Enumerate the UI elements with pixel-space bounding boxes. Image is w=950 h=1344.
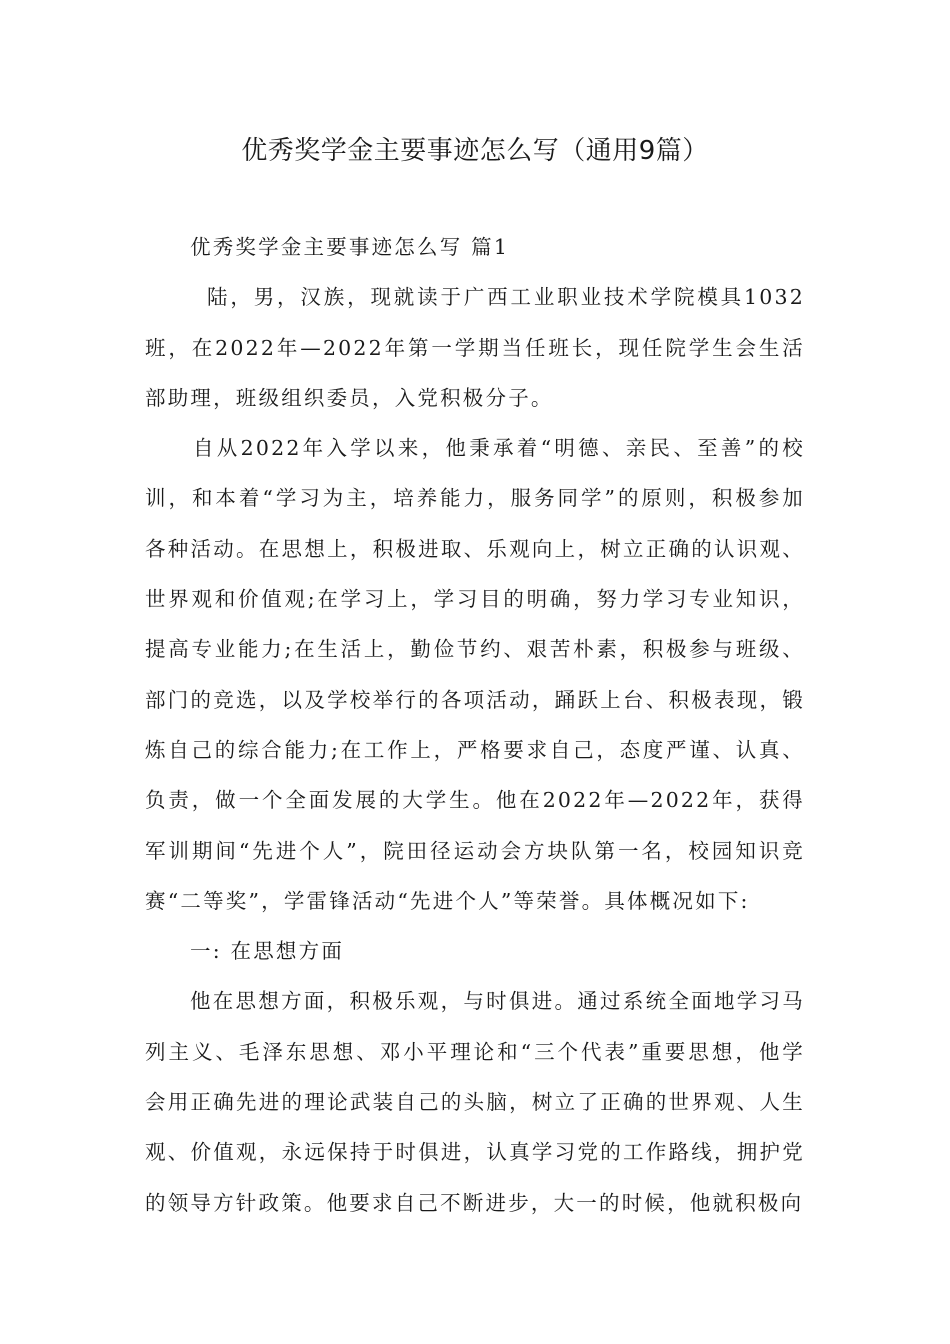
paragraph-thought: 他在思想方面，积极乐观，与时俱进。通过系统全面地学习马列主义、毛泽东思想、邓小平理论和“三个代表”重要思想，他学会用正确先进的理论武装自己的头脑，树立了正确的世界观、人生观、价值观，永远保持于时俱进，认真学习党的工作路线，拥护党的领导方针政策。他要求自己不断进步，大一的时候，他就积极向 — [145, 989, 805, 1215]
subsection-heading-thought: 一: 在思想方面 — [190, 939, 345, 964]
paragraph-intro: 陆，男，汉族，现就读于广西工业职业技术学院模具1032班，在2022年—2022年第一学期当任班长，现任院学生会生活部助理，班级组织委员，入党积极分子。 — [145, 285, 805, 410]
document-body — [145, 222, 805, 1228]
document-title: 优秀奖学金主要事迹怎么写（通用9篇） — [241, 136, 709, 166]
section-heading: 优秀奖学金主要事迹怎么写 篇1 — [190, 235, 510, 259]
paragraph-summary: 自从2022年入学以来，他秉承着“明德、亲民、至善”的校训，和本着“学习为主，培养能力，服务同学”的原则，积极参加各种活动。在思想上，积极进取、乐观向上，树立正确的认识观、世界观和价值观;在学习上，学习目的明确，努力学习专业知识，提高专业能力;在生活上，勤俭节约、艰苦朴素，积极参与班级、部门的竞选，以及学校举行的各项活动，踊跃上台、积极表现，锻炼自己的综合能力;在工作上，严格要求自己，态度严谨、认真、负责，做一个全面发展的大学生。他在2022年—2022年，获得军训期间“先进个人”，院田径运动会方块队第一名，校园知识竞赛“二等奖”，学雷锋活动“先进个人”等荣誉。具体概况如下: — [145, 436, 805, 913]
